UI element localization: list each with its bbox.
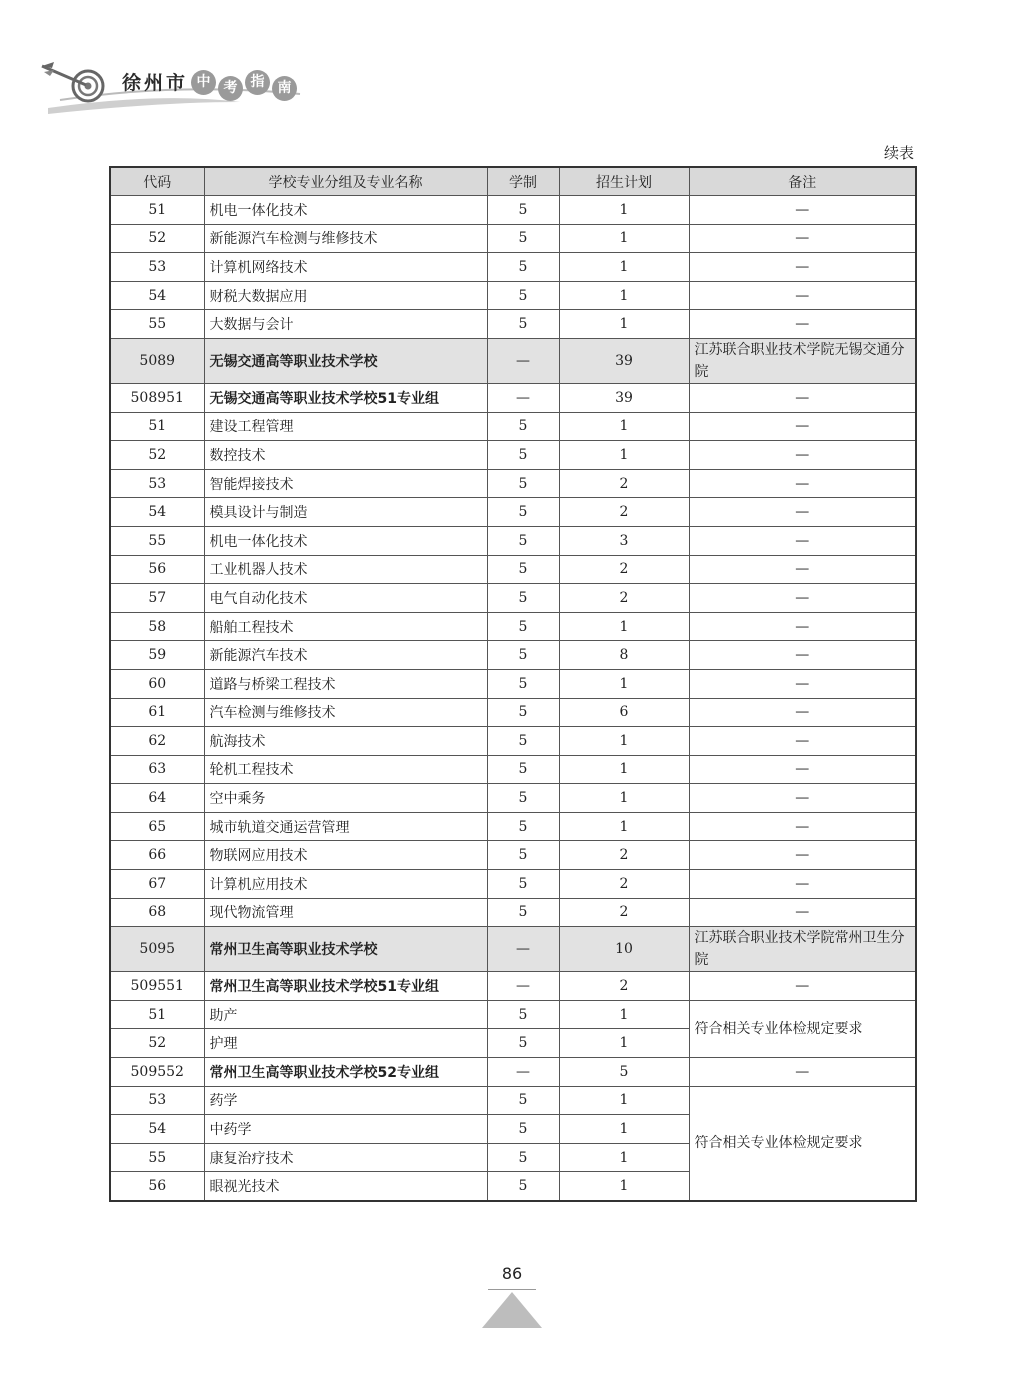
- table-row: [110, 224, 916, 253]
- cell-code: 55: [110, 526, 204, 555]
- cell-note: —: [689, 498, 916, 527]
- cell-code: 51: [110, 196, 204, 225]
- cell-plan: 2: [559, 469, 689, 498]
- table-row: [110, 498, 916, 527]
- cell-plan: 1: [559, 784, 689, 813]
- cell-years: 5: [487, 412, 559, 441]
- cell-name: 轮机工程技术: [204, 755, 487, 784]
- cell-note: —: [689, 383, 916, 412]
- cell-years: 5: [487, 555, 559, 584]
- guide-char: 指: [245, 70, 270, 95]
- cell-years: 5: [487, 698, 559, 727]
- table-row: [110, 1086, 916, 1115]
- cell-years: 5: [487, 1143, 559, 1172]
- cell-plan: 6: [559, 698, 689, 727]
- table-row: [110, 870, 916, 899]
- cell-code: 66: [110, 841, 204, 870]
- cell-years: 5: [487, 870, 559, 899]
- header-plan: 招生计划: [559, 167, 689, 196]
- page-number: 86: [501, 1264, 523, 1283]
- cell-note: —: [689, 727, 916, 756]
- cell-code: 52: [110, 1029, 204, 1058]
- table-row: [110, 612, 916, 641]
- table-row: [110, 441, 916, 470]
- cell-note: —: [689, 224, 916, 253]
- cell-plan: 1: [559, 755, 689, 784]
- cell-name: 康复治疗技术: [204, 1143, 487, 1172]
- cell-code: 5089: [110, 338, 204, 383]
- table-row: [110, 784, 916, 813]
- table-row: [110, 812, 916, 841]
- cell-note: 江苏联合职业技术学院无锡交通分院: [689, 338, 916, 383]
- table-row: [110, 698, 916, 727]
- cell-code: 53: [110, 253, 204, 282]
- table-header-row: [110, 167, 916, 196]
- header-years: 学制: [487, 167, 559, 196]
- cell-code: 56: [110, 1172, 204, 1201]
- table-row: [110, 555, 916, 584]
- cell-plan: 2: [559, 498, 689, 527]
- cell-note: 江苏联合职业技术学院常州卫生分院: [689, 927, 916, 972]
- table-row: [110, 281, 916, 310]
- group-row: [110, 1058, 916, 1087]
- cell-years: 5: [487, 224, 559, 253]
- cell-name: 汽车检测与维修技术: [204, 698, 487, 727]
- table-row: [110, 841, 916, 870]
- cell-years: 5: [487, 281, 559, 310]
- cell-name: 电气自动化技术: [204, 584, 487, 613]
- cell-plan: 39: [559, 338, 689, 383]
- cell-years: 5: [487, 1115, 559, 1144]
- group-row: [110, 972, 916, 1001]
- cell-note: —: [689, 870, 916, 899]
- cell-code: 53: [110, 469, 204, 498]
- cell-note: —: [689, 310, 916, 339]
- cell-code: 508951: [110, 383, 204, 412]
- cell-years: 5: [487, 641, 559, 670]
- cell-code: 55: [110, 310, 204, 339]
- cell-name: 新能源汽车检测与维修技术: [204, 224, 487, 253]
- guide-char: 考: [218, 76, 243, 101]
- cell-note: —: [689, 412, 916, 441]
- table-row: [110, 755, 916, 784]
- cell-plan: 1: [559, 1115, 689, 1144]
- cell-years: —: [487, 927, 559, 972]
- cell-years: 5: [487, 253, 559, 282]
- cell-name: 船舶工程技术: [204, 612, 487, 641]
- cell-name: 眼视光技术: [204, 1172, 487, 1201]
- cell-note: —: [689, 281, 916, 310]
- cell-name: 中药学: [204, 1115, 487, 1144]
- cell-plan: 1: [559, 812, 689, 841]
- group-row: [110, 383, 916, 412]
- cell-code: 59: [110, 641, 204, 670]
- cell-plan: 1: [559, 441, 689, 470]
- cell-code: 57: [110, 584, 204, 613]
- cell-years: 5: [487, 1000, 559, 1029]
- cell-name: 常州卫生高等职业技术学校51专业组: [204, 972, 487, 1001]
- cell-code: 64: [110, 784, 204, 813]
- cell-note: —: [689, 755, 916, 784]
- cell-note: —: [689, 641, 916, 670]
- cell-note: —: [689, 612, 916, 641]
- cell-name: 药学: [204, 1086, 487, 1115]
- cell-plan: 2: [559, 841, 689, 870]
- cell-name: 城市轨道交通运营管理: [204, 812, 487, 841]
- cell-note: —: [689, 698, 916, 727]
- cell-years: 5: [487, 898, 559, 927]
- cell-name: 物联网应用技术: [204, 841, 487, 870]
- cell-plan: 1: [559, 669, 689, 698]
- table-body: [110, 196, 916, 1202]
- cell-plan: 1: [559, 281, 689, 310]
- cell-code: 52: [110, 441, 204, 470]
- cell-code: 54: [110, 281, 204, 310]
- cell-name: 计算机网络技术: [204, 253, 487, 282]
- cell-note: —: [689, 555, 916, 584]
- cell-name: 工业机器人技术: [204, 555, 487, 584]
- cell-code: 56: [110, 555, 204, 584]
- header-note: 备注: [689, 167, 916, 196]
- table-row: [110, 1000, 916, 1029]
- cell-code: 5095: [110, 927, 204, 972]
- cell-years: —: [487, 1058, 559, 1087]
- cell-name: 无锡交通高等职业技术学校: [204, 338, 487, 383]
- table-row: [110, 641, 916, 670]
- enrollment-table: [109, 166, 917, 1202]
- cell-code: 51: [110, 412, 204, 441]
- cell-plan: 10: [559, 927, 689, 972]
- cell-years: —: [487, 972, 559, 1001]
- cell-name: 建设工程管理: [204, 412, 487, 441]
- cell-plan: 1: [559, 1000, 689, 1029]
- cell-plan: 1: [559, 1029, 689, 1058]
- cell-code: 52: [110, 224, 204, 253]
- guide-char: 中: [191, 70, 216, 95]
- cell-plan: 1: [559, 224, 689, 253]
- cell-code: 53: [110, 1086, 204, 1115]
- cell-code: 67: [110, 870, 204, 899]
- cell-plan: 1: [559, 412, 689, 441]
- header-code: 代码: [110, 167, 204, 196]
- cell-note: —: [689, 1058, 916, 1087]
- cell-name: 新能源汽车技术: [204, 641, 487, 670]
- cell-code: 62: [110, 727, 204, 756]
- table-row: [110, 584, 916, 613]
- cell-years: 5: [487, 669, 559, 698]
- cell-note: —: [689, 469, 916, 498]
- cell-years: 5: [487, 441, 559, 470]
- cell-years: 5: [487, 1029, 559, 1058]
- cell-years: 5: [487, 498, 559, 527]
- cell-code: 509552: [110, 1058, 204, 1087]
- cell-years: 5: [487, 755, 559, 784]
- cell-name: 机电一体化技术: [204, 196, 487, 225]
- cell-name: 模具设计与制造: [204, 498, 487, 527]
- cell-plan: 1: [559, 196, 689, 225]
- school-row: [110, 338, 916, 383]
- cell-name: 数控技术: [204, 441, 487, 470]
- cell-plan: 8: [559, 641, 689, 670]
- cell-code: 58: [110, 612, 204, 641]
- cell-code: 68: [110, 898, 204, 927]
- guide-char: 南: [272, 76, 297, 101]
- cell-note: —: [689, 898, 916, 927]
- cell-name: 助产: [204, 1000, 487, 1029]
- table-row: [110, 526, 916, 555]
- cell-plan: 1: [559, 310, 689, 339]
- cell-name: 无锡交通高等职业技术学校51专业组: [204, 383, 487, 412]
- cell-name: 护理: [204, 1029, 487, 1058]
- cell-name: 智能焊接技术: [204, 469, 487, 498]
- cell-name: 现代物流管理: [204, 898, 487, 927]
- cell-note: —: [689, 812, 916, 841]
- cell-years: 5: [487, 1172, 559, 1201]
- cell-years: 5: [487, 526, 559, 555]
- cell-plan: 5: [559, 1058, 689, 1087]
- school-row: [110, 927, 916, 972]
- cell-note: —: [689, 441, 916, 470]
- cell-plan: 1: [559, 1172, 689, 1201]
- cell-years: 5: [487, 310, 559, 339]
- cell-code: 509551: [110, 972, 204, 1001]
- cell-note: —: [689, 526, 916, 555]
- header-name: 学校专业分组及专业名称: [204, 167, 487, 196]
- page-triangle-icon: [482, 1292, 542, 1328]
- cell-years: 5: [487, 612, 559, 641]
- cell-note: —: [689, 584, 916, 613]
- cell-years: 5: [487, 196, 559, 225]
- cell-note: 符合相关专业体检规定要求: [689, 1086, 916, 1201]
- cell-code: 63: [110, 755, 204, 784]
- header-city: 徐州市: [122, 72, 189, 94]
- cell-name: 大数据与会计: [204, 310, 487, 339]
- table-row: [110, 669, 916, 698]
- cell-note: —: [689, 253, 916, 282]
- cell-years: 5: [487, 727, 559, 756]
- cell-plan: 1: [559, 612, 689, 641]
- cell-note: —: [689, 784, 916, 813]
- table-row: [110, 196, 916, 225]
- cell-name: 道路与桥梁工程技术: [204, 669, 487, 698]
- cell-note: —: [689, 972, 916, 1001]
- cell-years: 5: [487, 584, 559, 613]
- header-guide-title: [191, 70, 297, 101]
- table-row: [110, 469, 916, 498]
- cell-years: 5: [487, 784, 559, 813]
- cell-plan: 2: [559, 555, 689, 584]
- cell-plan: 39: [559, 383, 689, 412]
- cell-note: —: [689, 196, 916, 225]
- cell-plan: 2: [559, 972, 689, 1001]
- cell-plan: 1: [559, 727, 689, 756]
- cell-name: 财税大数据应用: [204, 281, 487, 310]
- cell-years: 5: [487, 812, 559, 841]
- cell-years: 5: [487, 1086, 559, 1115]
- cell-code: 60: [110, 669, 204, 698]
- cell-name: 机电一体化技术: [204, 526, 487, 555]
- table-row: [110, 253, 916, 282]
- cell-code: 61: [110, 698, 204, 727]
- cell-code: 65: [110, 812, 204, 841]
- cell-years: —: [487, 383, 559, 412]
- cell-years: 5: [487, 469, 559, 498]
- table-row: [110, 310, 916, 339]
- cell-plan: 1: [559, 1143, 689, 1172]
- cell-code: 55: [110, 1143, 204, 1172]
- cell-name: 空中乘务: [204, 784, 487, 813]
- continued-label: 续表: [883, 144, 914, 162]
- cell-plan: 2: [559, 584, 689, 613]
- cell-code: 54: [110, 1115, 204, 1144]
- cell-note: 符合相关专业体检规定要求: [689, 1000, 916, 1057]
- cell-note: —: [689, 841, 916, 870]
- cell-years: 5: [487, 841, 559, 870]
- cell-plan: 1: [559, 253, 689, 282]
- cell-name: 计算机应用技术: [204, 870, 487, 899]
- table-row: [110, 898, 916, 927]
- cell-name: 常州卫生高等职业技术学校: [204, 927, 487, 972]
- cell-note: —: [689, 669, 916, 698]
- cell-plan: 2: [559, 870, 689, 899]
- cell-code: 51: [110, 1000, 204, 1029]
- cell-years: —: [487, 338, 559, 383]
- cell-plan: 3: [559, 526, 689, 555]
- page-divider: [488, 1289, 536, 1290]
- cell-name: 航海技术: [204, 727, 487, 756]
- table-row: [110, 412, 916, 441]
- table-row: [110, 727, 916, 756]
- cell-plan: 1: [559, 1086, 689, 1115]
- cell-plan: 2: [559, 898, 689, 927]
- cell-name: 常州卫生高等职业技术学校52专业组: [204, 1058, 487, 1087]
- cell-code: 54: [110, 498, 204, 527]
